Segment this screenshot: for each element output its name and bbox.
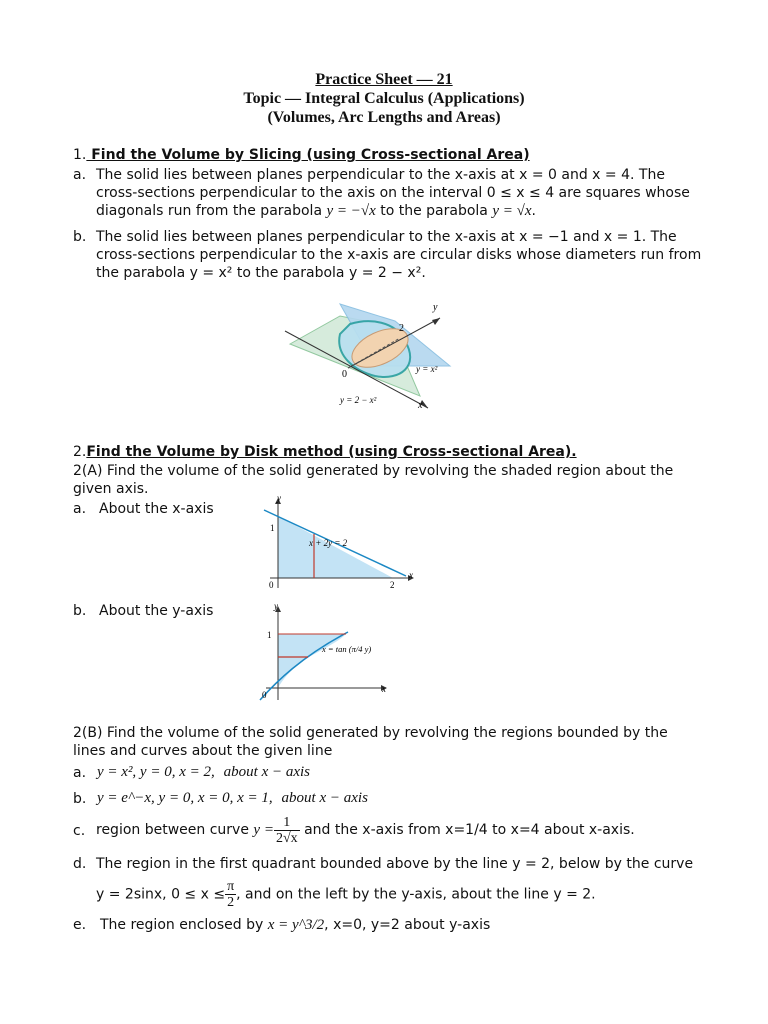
- graph-b-label: x = tan (π/4 y): [322, 644, 372, 654]
- figure-origin: 0: [342, 369, 347, 380]
- graph-b: [256, 602, 396, 702]
- graph-a-origin: 0: [269, 580, 274, 590]
- item-label: d.: [73, 856, 87, 872]
- item-label: a.: [73, 501, 87, 517]
- item-text: About the y-axis: [99, 603, 214, 619]
- graph-b-ytick: 1: [267, 630, 272, 640]
- section1-item-a: The solid lies between planes perpendicular to the x-axis at x = 0 and x = 4. The cross-sections perpendicular to the axis on the interval 0 ≤ x ≤ 4 are squares whose diagonals run from the parabola y = −√x to the parabola y = √x.: [96, 167, 690, 219]
- figure-x-label: x: [418, 400, 423, 411]
- item-b-b: y = e^−x, y = 0, x = 0, x = 1, about x − axis: [97, 790, 368, 806]
- figure-curve2: y = 2 − x²: [340, 395, 377, 405]
- graph-a-y: y: [277, 494, 281, 503]
- graph-a-x: x: [409, 570, 413, 580]
- graph-a: [256, 494, 426, 594]
- section1-heading: 1. Find the Volume by Slicing (using Cross-sectional Area): [73, 147, 530, 163]
- sheet-title: Practice Sheet — 21: [315, 71, 453, 88]
- graph-a-label: x + 2y = 2: [309, 538, 348, 548]
- slicing-figure: [280, 296, 470, 412]
- item-b-c: region between curve y = $\frac{1}{2√x}$ and the x-axis from x=1/4 to x=4 about x-axis.: [96, 814, 635, 846]
- item-label: b.: [73, 791, 87, 807]
- item-b-e: The region enclosed by x = y^3/2, x=0, y=2 about y-axis: [100, 917, 491, 933]
- graph-a-ytick: 1: [270, 523, 275, 533]
- graph-b-y: y: [274, 602, 278, 611]
- section2b-intro: 2(B) Find the volume of the solid generated by revolving the regions bounded by the lines and curves about the given line: [73, 725, 668, 759]
- graph-a-xtick: 2: [390, 580, 395, 590]
- section1-item-b: The solid lies between planes perpendicular to the x-axis at x = −1 and x = 1. The cross-sections perpendicular to the x-axis are circular disks whose diameters run from the parabola y = x² to the parabola y = 2 − x².: [96, 229, 702, 281]
- figure-curve1: y = x²: [416, 364, 438, 374]
- item-label: b.: [73, 603, 87, 619]
- section2-heading: 2.Find the Volume by Disk method (using Cross-sectional Area).: [73, 444, 577, 460]
- item-label: c.: [73, 823, 86, 839]
- topic-title: Topic — Integral Calculus (Applications): [243, 90, 525, 107]
- graph-b-origin: 0: [262, 690, 267, 700]
- figure-y-label: y: [433, 302, 438, 313]
- item-label: a.: [73, 167, 87, 183]
- subtopic-title: (Volumes, Arc Lengths and Areas): [267, 109, 501, 126]
- graph-b-x: x: [382, 684, 386, 694]
- item-b-a: y = x², y = 0, x = 2, about x − axis: [97, 764, 311, 780]
- item-label: e.: [73, 917, 87, 933]
- item-label: b.: [73, 229, 87, 245]
- figure-tick: 2: [399, 323, 404, 334]
- item-text: About the x-axis: [99, 501, 214, 517]
- section2a-intro: 2(A) Find the volume of the solid generated by revolving the shaded region about the given axis.: [73, 463, 674, 497]
- item-label: a.: [73, 765, 87, 781]
- item-b-d: The region in the first quadrant bounded above by the line y = 2, below by the curve y = 2sinx, 0 ≤ x ≤ $\frac{\pi}{2}$ , and on the left by the y-axis, about the line y = 2.: [96, 856, 694, 910]
